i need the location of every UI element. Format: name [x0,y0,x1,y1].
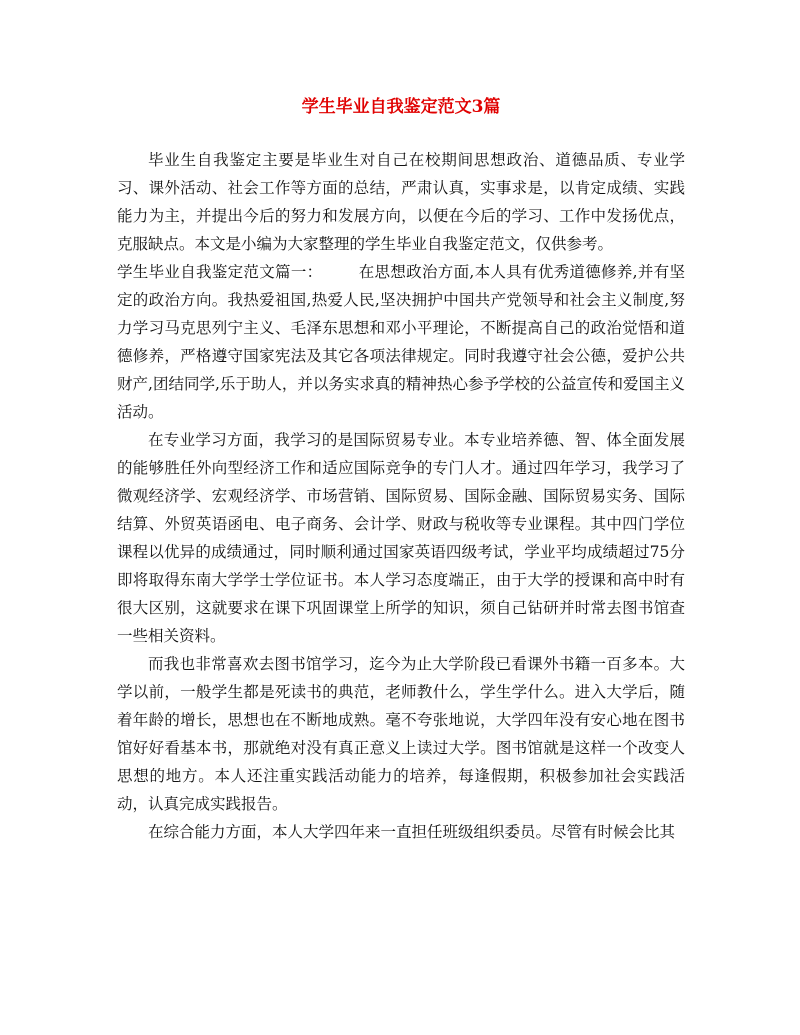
ability-paragraph: 在综合能力方面，本人大学四年来一直担任班级组织委员。尽管有时候会比其 [148,823,676,841]
section1-first-paragraph: 在思想政治方面,本人具有优秀道德修养,并有坚定的政治方向。我热爱祖国,热爱人民,坚决拥护中国共产党领导和社会主义制度,努力学习马克思列宁主义、毛泽东思想和邓小平理论，不断提高自己的政治觉悟和道德修养，严格遵守国家宪法及其它各项法律规定。同时我遵守社会公德，爱护公共财产,团结同学,乐于助人，并以务实求真的精神热心参予学校的公益宣传和爱国主义活动。 [117,263,685,421]
intro-paragraph: 毕业生自我鉴定主要是毕业生对自己在校期间思想政治、道德品质、专业学习、课外活动、社会工作等方面的总结，严肃认真，实事求是，以肯定成绩、实践能力为主，并提出今后的努力和发展方向，以便在今后的学习、工作中发扬优点，克服缺点。本文是小编为大家整理的学生毕业自我鉴定范文，仅供参考。 [117,151,685,253]
document-title: 学生毕业自我鉴定范文3篇 [301,97,501,117]
section1-paragraph [117,258,685,426]
library-paragraph: 而我也非常喜欢去图书馆学习，迄今为止大学阶段已看课外书籍一百多本。大学以前，一般学生都是死读书的典范，老师教什么，学生学什么。进入大学后，随着年龄的增长，思想也在不断地成熟。毫不夸张地说，大学四年没有安心地在图书馆好好看基本书，那就绝对没有真正意义上读过大学。图书馆就是这样一个改变人思想的地方。本人还注重实践活动能力的培养，每逢假期，积极参加社会实践活动，认真完成实践报告。 [117,655,685,813]
document-page [117,96,685,846]
study-paragraph: 在专业学习方面，我学习的是国际贸易专业。本专业培养德、智、体全面发展的能够胜任外向型经济工作和适应国际竞争的专门人才。通过四年学习，我学习了微观经济学、宏观经济学、市场营销、国际贸易、国际金融、国际贸易实务、国际结算、外贸英语函电、电子商务、会计学、财政与税收等专业课程。其中四门学位课程以优异的成绩通过，同时顺利通过国家英语四级考试，学业平均成绩超过75分即将取得东南大学学士学位证书。本人学习态度端正，由于大学的授课和高中时有很大区别，这就要求在课下巩固课堂上所学的知识，须自己钻研并时常去图书馆查一些相关资料。 [117,431,685,645]
section1-heading: 学生毕业自我鉴定范文篇一： [117,263,323,281]
